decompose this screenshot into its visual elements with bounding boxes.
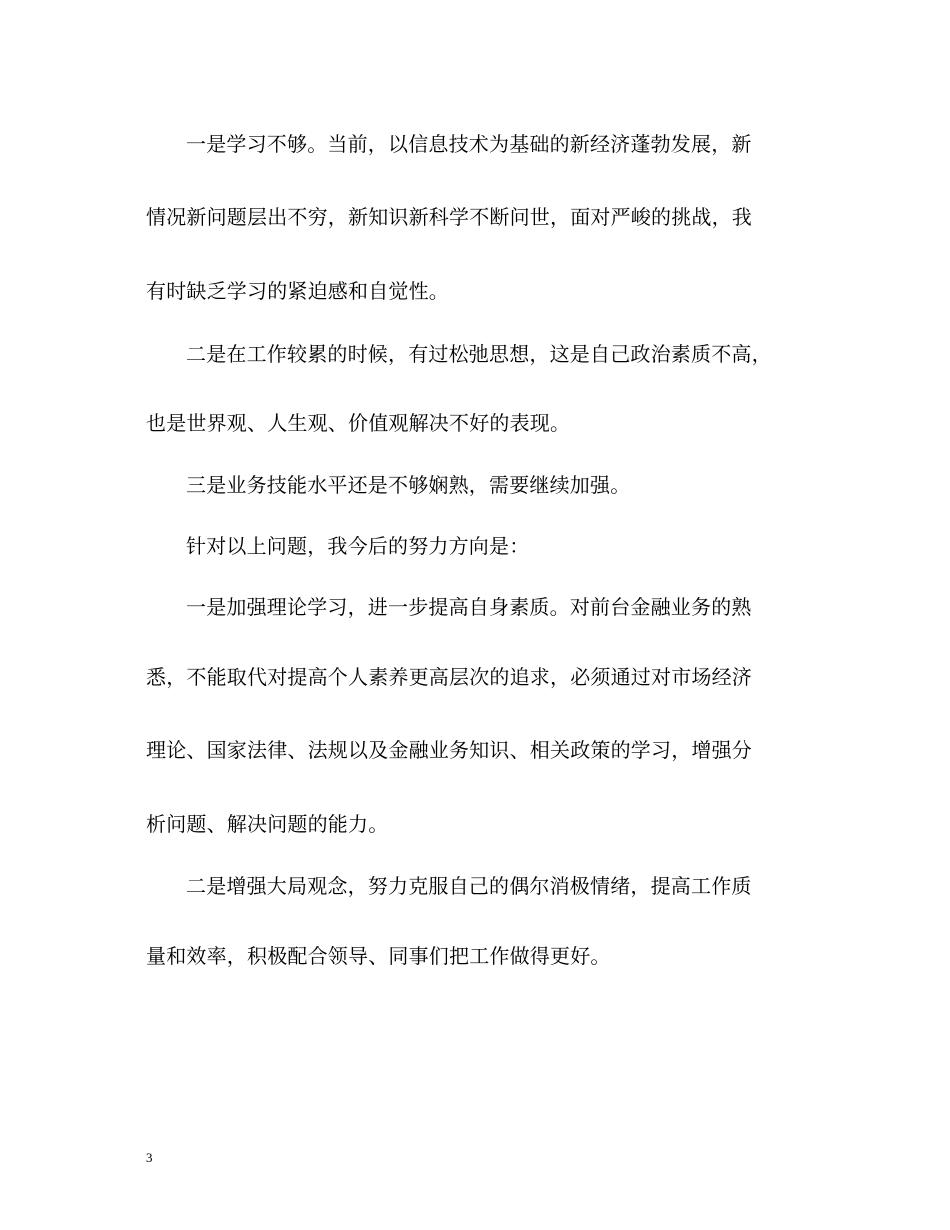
text-line: 针对以上问题，我今后的努力方向是：	[186, 534, 530, 558]
text-line: 有时缺乏学习的紧迫感和自觉性。	[146, 279, 449, 303]
text-line: 二是在工作较累的时候，有过松弛思想，这是自己政治素质不高，	[186, 342, 772, 366]
text-line: 理论、国家法律、法规以及金融业务知识、相关政策的学习，增强分	[146, 738, 752, 762]
text-line: 一是学习不够。当前，以信息技术为基础的新经济蓬勃发展，新	[186, 132, 752, 156]
page-number: 3	[146, 1150, 153, 1165]
text-line: 析问题、解决问题的能力。	[146, 812, 389, 836]
text-line: 量和效率，积极配合领导、同事们把工作做得更好。	[146, 944, 611, 968]
text-line: 也是世界观、人生观、价值观解决不好的表现。	[146, 411, 571, 435]
text-line: 情况新问题层出不穷，新知识新科学不断问世，面对严峻的挑战，我	[146, 205, 752, 229]
text-line: 悉，不能取代对提高个人素养更高层次的追求，必须通过对市场经济	[146, 665, 752, 689]
text-line: 一是加强理论学习，进一步提高自身素质。对前台金融业务的熟	[186, 595, 752, 619]
text-line: 三是业务技能水平还是不够娴熟，需要继续加强。	[186, 473, 631, 497]
text-line: 二是增强大局观念，努力克服自己的偶尔消极情绪，提高工作质	[186, 874, 752, 898]
